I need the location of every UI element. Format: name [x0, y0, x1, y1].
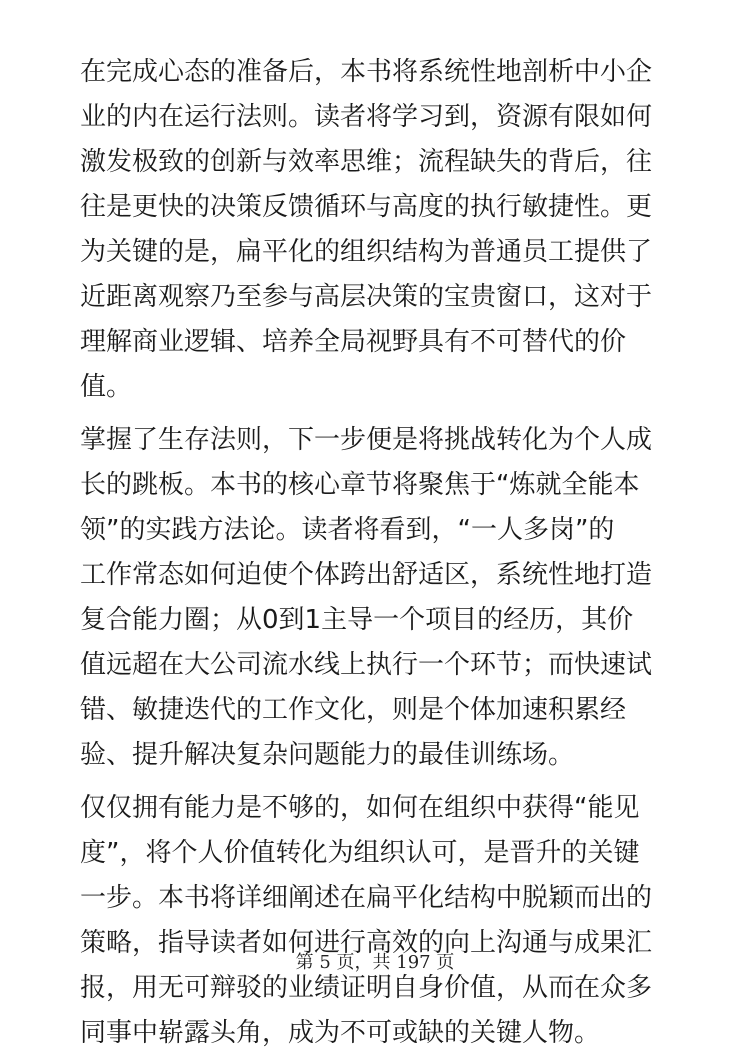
body-text [80, 50, 690, 1056]
text-line: 报，用无可辩驳的业绩证明自身价值，从而在众多 [80, 973, 653, 1003]
text-line: 激发极致的创新与效率思维；流程缺失的背后，往 [80, 147, 653, 177]
page-number-footer: 第 5 页，共 197 页 [295, 952, 455, 973]
text-line: 值远超在大公司流水线上执行一个环节；而快速试 [80, 650, 653, 680]
text-line: 值。 [80, 372, 133, 402]
paragraph-1 [80, 50, 690, 410]
text-line: 领”的实践方法论。读者将看到，“一人多岗”的 [80, 515, 615, 545]
paragraph-2 [80, 418, 690, 778]
paragraph-3 [80, 786, 690, 1056]
text-line: 理解商业逻辑、培养全局视野具有不可替代的价 [80, 327, 627, 357]
text-line: 近距离观察乃至参与高层决策的宝贵窗口，这对于 [80, 282, 653, 312]
text-line: 工作常态如何迫使个体跨出舒适区，系统性地打造 [80, 560, 653, 590]
text-line: 为关键的是，扁平化的组织结构为普通员工提供了 [80, 237, 653, 267]
text-line: 在完成心态的准备后，本书将系统性地剖析中小企 [80, 57, 653, 87]
text-line: 错、敏捷迭代的工作文化，则是个体加速积累经 [80, 695, 627, 725]
text-line: 掌握了生存法则，下一步便是将挑战转化为个人成 [80, 425, 653, 455]
text-line: 仅仅拥有能力是不够的，如何在组织中获得“能见 [80, 793, 640, 823]
text-line: 长的跳板。本书的核心章节将聚焦于“炼就全能本 [80, 470, 640, 500]
text-line: 业的内在运行法则。读者将学习到，资源有限如何 [80, 102, 653, 132]
text-line: 同事中崭露头角，成为不可或缺的关键人物。 [80, 1018, 601, 1048]
text-line: 度”，将个人价值转化为组织认可，是晋升的关键 [80, 838, 640, 868]
text-line: 验、提升解决复杂问题能力的最佳训练场。 [80, 740, 575, 770]
text-line: 一步。本书将详细阐述在扁平化结构中脱颖而出的 [80, 883, 653, 913]
text-line: 复合能力圈；从0到1主导一个项目的经历，其价 [80, 605, 634, 635]
text-line: 往是更快的决策反馈循环与高度的执行敏捷性。更 [80, 192, 653, 222]
text-line: 策略，指导读者如何进行高效的向上沟通与成果汇 [80, 928, 653, 958]
